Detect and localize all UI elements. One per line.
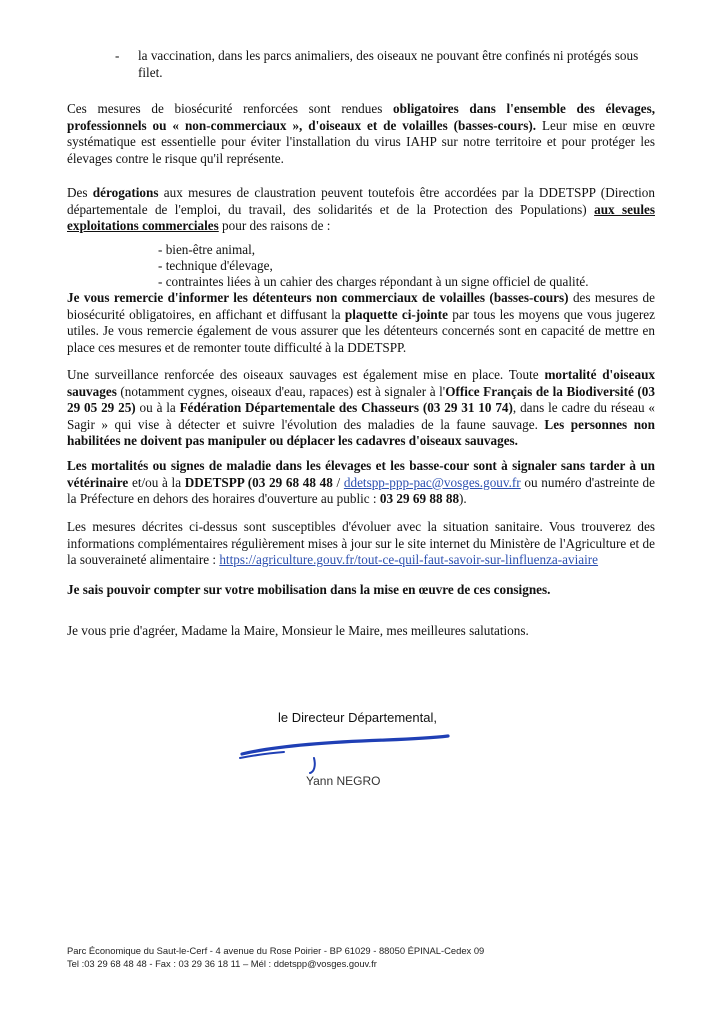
text: par tous les moyens que vous jugerez utiles. Je vous remercie également de vous assurer que les détenteurs concernés sont en capacité de mettre en place ces mesures et de remonter toute difficulté à la DDETSPP.: [67, 306, 655, 355]
bold-text: dérogations: [92, 185, 159, 200]
paragraph-salutations: Je vous prie d'agréer, Madame la Maire, Monsieur le Maire, mes meilleures salutations.: [67, 623, 529, 638]
text: /: [332, 474, 344, 490]
list-item: - technique d'élevage,: [158, 257, 273, 273]
bold-text: Fédération Départementale des Chasseurs (03 29 31 10 74): [179, 400, 513, 416]
text: aux mesures de claustration peuvent toutefois être accordées par la DDETSPP (Direction départementale de l'emploi, du travail, des solidarités et de la Protection des Populations): [67, 185, 655, 217]
text: Des: [67, 185, 93, 200]
bold-text: plaquette ci-jointe: [344, 306, 449, 322]
footer-line-address: Parc Économique du Saut-le-Cerf - 4 avenue du Rose Poirier - BP 61029 - 88050 ÉPINAL-Cedex 09: [67, 945, 485, 956]
footer-address: [67, 944, 484, 970]
bold-text: Les mortalités ou signes de maladie dans les élevages et les basse-cour sont à signaler sans tarder à un vétérinaire: [67, 458, 655, 490]
paragraph-report-mortality: [67, 458, 655, 508]
bullet-vaccination: [115, 48, 655, 81]
handwritten-signature-stroke: [236, 728, 456, 774]
text: Leur mise en œuvre systématique est essentielle pour éviter l'installation du virus IAHP sur notre territoire et pour protéger les élevages contre le risque qu'il représente.: [67, 117, 655, 166]
text: et/ou à la: [128, 474, 185, 490]
bold-text: 03 29 69 88 88: [379, 491, 460, 507]
ddetspp-email-link[interactable]: ddetspp-ppp-pac@vosges.gouv.fr: [343, 474, 521, 490]
bold-text: Les personnes non habilitées ne doivent pas manipuler ou déplacer les cadavres d'oiseaux sauvages.: [67, 416, 655, 449]
paragraph-biosecurity: [67, 101, 655, 167]
paragraph-derogations: [67, 185, 655, 235]
bold-text: obligatoires dans l'ensemble des élevages, professionnels ou « non-commerciaux », d'oiseaux et de volailles (basses-cours).: [67, 101, 655, 133]
signature-title: le Directeur Départemental,: [278, 710, 437, 725]
text: ou à la: [135, 400, 180, 416]
bullet-vaccination-text: la vaccination, dans les parcs animaliers, des oiseaux ne pouvant être confinés ni protégés sous filet.: [138, 48, 639, 80]
agriculture-website-link[interactable]: https://agriculture.gouv.fr/tout-ce-quil-faut-savoir-sur-linfluenza-aviaire: [219, 552, 599, 568]
bold-underlined-text: aux seules exploitations commerciales: [67, 201, 655, 234]
paragraph-further-info: [67, 519, 655, 569]
text: (notamment cygnes, oiseaux d'eau, rapaces) est à signaler à l': [116, 383, 446, 399]
bold-text: Office Français de la Biodiversité (03 29 05 29 25): [67, 383, 655, 416]
bullet-dash: -: [115, 48, 120, 63]
paragraph-mobilisation: Je sais pouvoir compter sur votre mobilisation dans la mise en œuvre de ces consignes.: [67, 582, 551, 597]
text: ).: [459, 491, 467, 507]
list-item: - bien-être animal,: [158, 242, 256, 257]
signatory-name: Yann NEGRO: [306, 774, 381, 788]
text: pour des raisons de :: [218, 218, 331, 234]
footer-line-contact: Tel :03 29 68 48 48 - Fax : 03 29 36 18 11 – Mél : ddetspp@vosges.gouv.fr: [67, 958, 377, 969]
bold-text: DDETSPP (03 29 68 48 48: [184, 474, 333, 490]
list-item: - contraintes liées à un cahier des charges répondant à un signe officiel de qualité.: [158, 273, 589, 289]
text: Une surveillance renforcée des oiseaux sauvages est également mise en place. Toute: [67, 367, 545, 382]
derogation-reasons-list: [158, 242, 589, 289]
bold-text: Je vous remercie d'informer les détenteurs non commerciaux de volailles (basses-cours): [67, 290, 569, 305]
text: , dans le cadre du réseau « Sagir » qui vise à détecter et suivre l'évolution des maladies de la faune sauvage.: [67, 400, 655, 432]
bold-text: mortalité d'oiseaux sauvages: [67, 367, 655, 399]
text: Les mesures décrites ci-dessus sont susceptibles d'évoluer avec la situation sanitaire. Vous trouverez des informations complémentaires régulièrement mises à jour sur le site internet du Ministère de l'Agriculture et de la souveraineté alimentaire :: [67, 519, 655, 568]
text: des mesures de biosécurité obligatoires, en affichant et diffusant la: [67, 290, 655, 322]
text: Ces mesures de biosécurité renforcées sont rendues: [67, 101, 394, 116]
text: ou numéro d'astreinte de la Préfecture en dehors des horaires d'ouverture au public :: [67, 474, 655, 507]
paragraph-inform-holders: [67, 290, 655, 356]
paragraph-wild-bird-surveillance: [67, 367, 655, 450]
